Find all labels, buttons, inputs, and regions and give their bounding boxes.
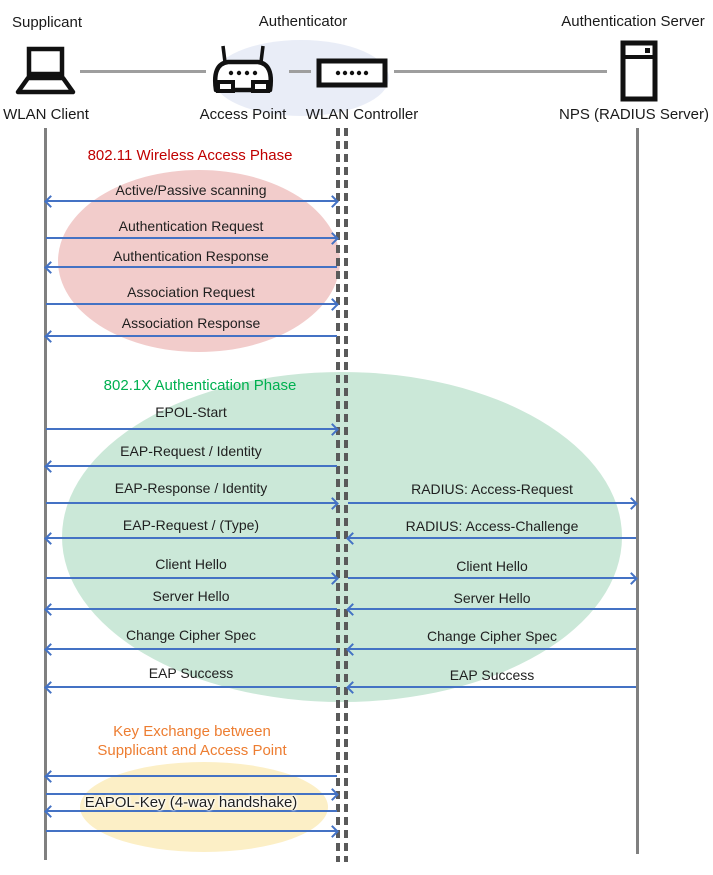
label-access-point: Access Point <box>199 106 287 123</box>
msg-eapol-key: EAPOL-Key (4-way handshake) <box>84 794 298 811</box>
msg-eap-request-type: EAP-Request / (Type) <box>122 517 260 533</box>
role-authentication-server: Authentication Server <box>561 13 705 30</box>
msg-eap-success-right: EAP Success <box>449 667 535 683</box>
arrow-radius-access-request <box>348 502 636 504</box>
msg-change-cipher-spec-right: Change Cipher Spec <box>427 628 557 644</box>
eapol-key-arrow-4 <box>46 830 337 832</box>
msg-association-request: Association Request <box>127 284 255 300</box>
msg-radius-access-challenge: RADIUS: Access-Challenge <box>405 518 579 534</box>
arrow-change-cipher-spec-right <box>348 648 636 650</box>
msg-epol-start: EPOL-Start <box>155 404 227 420</box>
msg-eap-request-identity: EAP-Request / Identity <box>120 443 262 459</box>
arrow-active-passive-scanning <box>46 200 337 202</box>
arrow-eap-success-left <box>46 686 337 688</box>
arrow-eap-request-type <box>46 537 337 539</box>
arrow-authentication-request <box>46 237 337 239</box>
msg-authentication-request: Authentication Request <box>118 218 264 234</box>
msg-association-response: Association Response <box>121 315 261 331</box>
arrow-client-hello-right <box>348 577 636 579</box>
eapol-key-arrow-1 <box>46 775 337 777</box>
msg-server-hello-left: Server Hello <box>152 588 230 604</box>
msg-eap-success-left: EAP Success <box>148 665 234 681</box>
label-wlan-client: WLAN Client <box>3 106 89 123</box>
phase-title-key-line2: Supplicant and Access Point <box>97 742 287 759</box>
arrow-association-response <box>46 335 337 337</box>
lifeline-server <box>636 128 639 854</box>
connector-ap-controller <box>289 70 311 73</box>
arrow-server-hello-right <box>348 608 636 610</box>
laptop-icon <box>14 46 78 100</box>
server-icon <box>620 40 658 102</box>
arrow-association-request <box>46 303 337 305</box>
arrow-server-hello-left <box>46 608 337 610</box>
msg-authentication-response: Authentication Response <box>113 248 269 264</box>
msg-active-passive-scanning: Active/Passive scanning <box>115 182 267 198</box>
arrow-eap-success-right <box>348 686 636 688</box>
role-authenticator: Authenticator <box>258 13 348 30</box>
wlan-controller-icon <box>316 58 388 88</box>
arrow-authentication-response <box>46 266 337 268</box>
msg-eap-response-identity: EAP-Response / Identity <box>114 480 268 496</box>
arrow-epol-start <box>46 428 337 430</box>
label-nps-radius: NPS (RADIUS Server) <box>558 106 710 123</box>
label-wlan-controller: WLAN Controller <box>305 106 419 123</box>
arrow-client-hello-left <box>46 577 337 579</box>
msg-client-hello-right: Client Hello <box>456 558 528 574</box>
arrow-eap-response-identity <box>46 502 337 504</box>
access-point-icon <box>208 42 278 100</box>
msg-server-hello-right: Server Hello <box>453 590 531 606</box>
arrow-change-cipher-spec-left <box>46 648 337 650</box>
connector-controller-server <box>394 70 607 73</box>
lifeline-authenticator-dashed-right <box>344 128 348 862</box>
msg-radius-access-request: RADIUS: Access-Request <box>411 481 573 497</box>
arrow-radius-access-challenge <box>348 537 636 539</box>
phase-title-key-line1: Key Exchange between <box>113 723 271 740</box>
phase-title-wireless: 802.11 Wireless Access Phase <box>87 147 293 164</box>
phase-title-dot1x: 802.1X Authentication Phase <box>103 377 297 394</box>
connector-client-ap <box>80 70 206 73</box>
msg-change-cipher-spec-left: Change Cipher Spec <box>126 627 256 643</box>
arrow-eap-request-identity <box>46 465 337 467</box>
phase-title-key-exchange <box>97 722 286 760</box>
role-supplicant: Supplicant <box>11 14 83 31</box>
msg-client-hello-left: Client Hello <box>155 556 227 572</box>
